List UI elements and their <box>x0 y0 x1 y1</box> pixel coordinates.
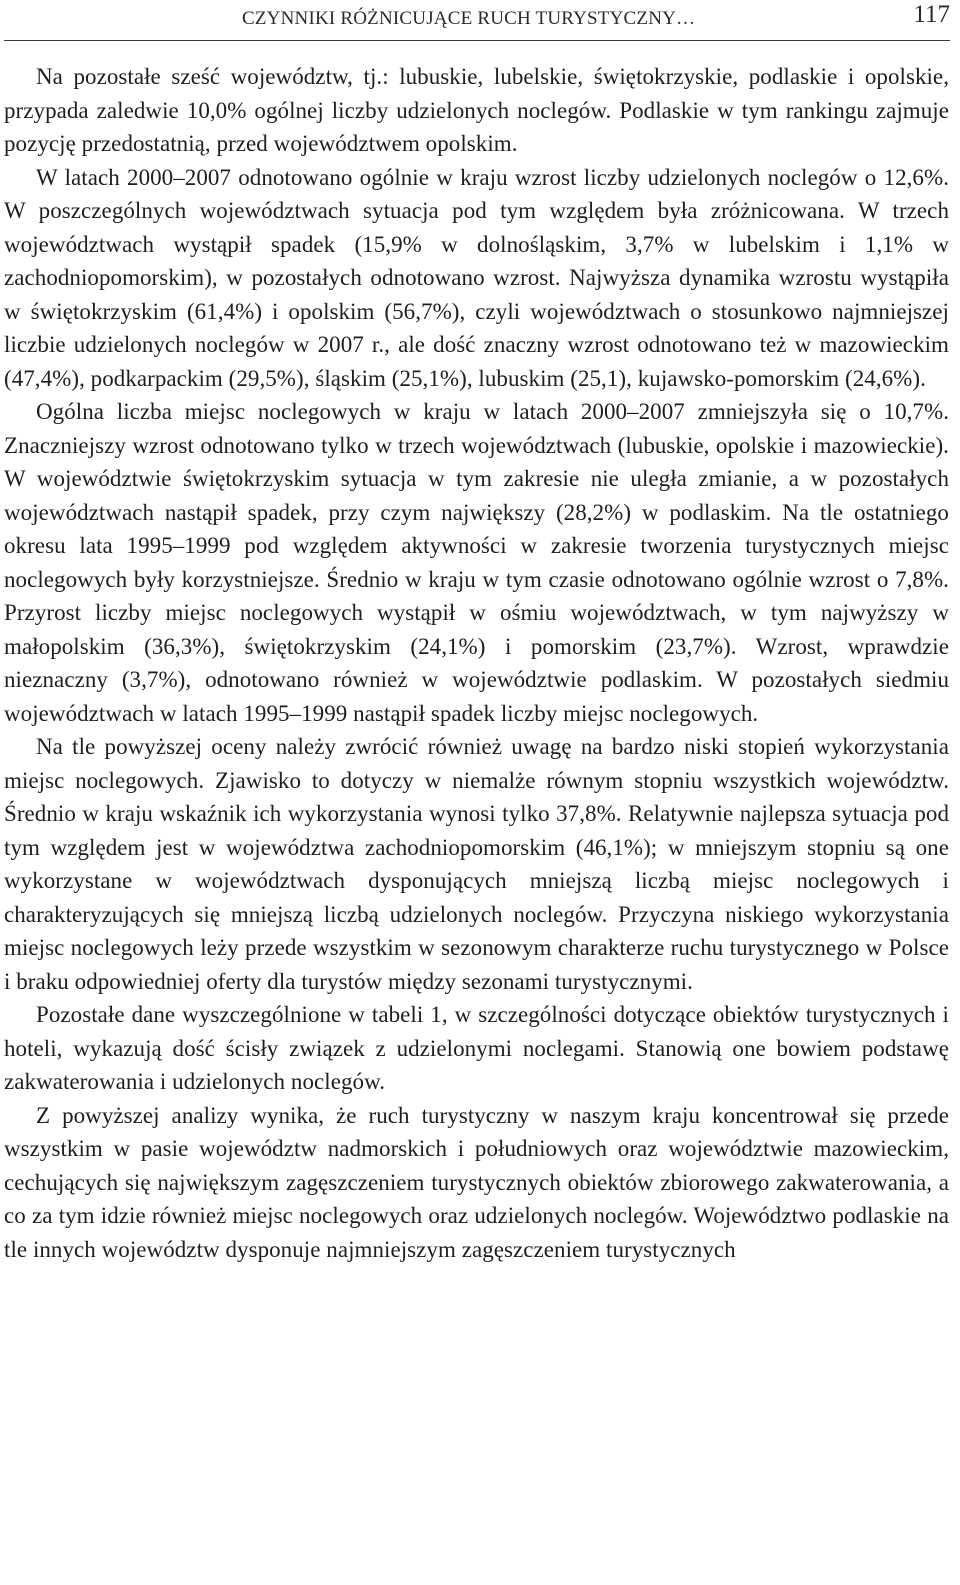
body-text <box>4 60 949 1266</box>
running-header <box>4 0 950 41</box>
paragraph-4: Na tle powyższej oceny należy zwrócić również uwagę na bardzo niski stopień wykorzystania miejsc noclegowych. Zjawisko to dotyczy w niemalże równym stopniu wszystkich województw. Średnio w kraju wskaźnik ich wykorzystania wynosi tylko 37,8%. Relatywnie najlepsza sytuacja pod tym względem jest w województwa zachodniopomorskim (46,1%); w mniejszym stopniu są one wykorzystane w województwach dysponujących mniejszą liczbą miejsc noclegowych i charakteryzujących się mniejszą liczbą udzielonych noclegów. Przyczyna niskiego wykorzystania miejsc noclegowych leży przede wszystkim w sezonowym charakterze ruchu turystycznego w Polsce i braku odpowiedniej oferty dla turystów między sezonami turystycznymi. <box>4 734 949 994</box>
paragraph-5: Pozostałe dane wyszczególnione w tabeli 1, w szczególności dotyczące obiektów turystycznych i hoteli, wykazują dość ścisły związek z udzielonymi noclegami. Stanowią one bowiem podstawę zakwaterowania i udzielonych noclegów. <box>4 1002 949 1094</box>
paragraph-6: Z powyższej analizy wynika, że ruch turystyczny w naszym kraju koncentrował się przede wszystkim w pasie województw nadmorskich i południowych oraz województwie mazowieckim, cechujących się największym zagęszczeniem turystycznych obiektów zbiorowego zakwaterowania, a co za tym idzie również miejsc noclegowych oraz udzielonych noclegów. Województwo podlaskie na tle innych województw dysponuje najmniejszym zagęszczeniem turystycznych <box>4 1102 949 1262</box>
paragraph-1: Na pozostałe sześć województw, tj.: lubuskie, lubelskie, świętokrzyskie, podlaskie i opolskie, przypada zaledwie 10,0% ogólnej liczby udzielonych noclegów. Podlaskie w tym rankingu zajmuje pozycję przedostatnią, przed województwem opolskim. <box>4 64 949 156</box>
running-title: CZYNNIKI RÓŻNICUJĄCE RUCH TURYSTYCZNY… <box>242 8 696 29</box>
page-number: 117 <box>913 1 950 28</box>
paragraph-2: W latach 2000–2007 odnotowano ogólnie w kraju wzrost liczby udzielonych noclegów o 12,6%. W poszczególnych województwach sytuacja pod tym względem była zróżnicowana. W trzech województwach wystąpił spadek (15,9% w dolnośląskim, 3,7% w lubelskim i 1,1% w zachodniopomorskim), w pozostałych odnotowano wzrost. Najwyższa dynamika wzrostu wystąpiła w świętokrzyskim (61,4%) i opolskim (56,7%), czyli województwach o stosunkowo najmniejszej liczbie udzielonych noclegów w 2007 r., ale dość znaczny wzrost odnotowano też w mazowieckim (47,4%), podkarpackim (29,5%), śląskim (25,1%), lubuskim (25,1), kujawsko-pomorskim (24,6%). <box>4 164 949 391</box>
paragraph-3: Ogólna liczba miejsc noclegowych w kraju w latach 2000–2007 zmniejszyła się o 10,7%. Znaczniejszy wzrost odnotowano tylko w trzech województwach (lubuskie, opolskie i mazowieckie). W województwie świętokrzyskim sytuacja w tym zakresie nie uległa zmianie, a w pozostałych województwach nastąpił spadek, przy czym największy (28,2%) w podlaskim. Na tle ostatniego okresu lata 1995–1999 pod względem aktywności w zakresie tworzenia turystycznych miejsc noclegowych były korzystniejsze. Średnio w kraju w tym czasie odnotowano ogólnie wzrost o 7,8%. Przyrost liczby miejsc noclegowych wystąpił w ośmiu województwach, w tym najwyższy w małopolskim (36,3%), świętokrzyskim (24,1%) i pomorskim (23,7%). Wzrost, wprawdzie nieznaczny (3,7%), odnotowano również w województwie podlaskim. W pozostałych siedmiu województwach w latach 1995–1999 nastąpił spadek liczby miejsc noclegowych. <box>4 399 949 726</box>
